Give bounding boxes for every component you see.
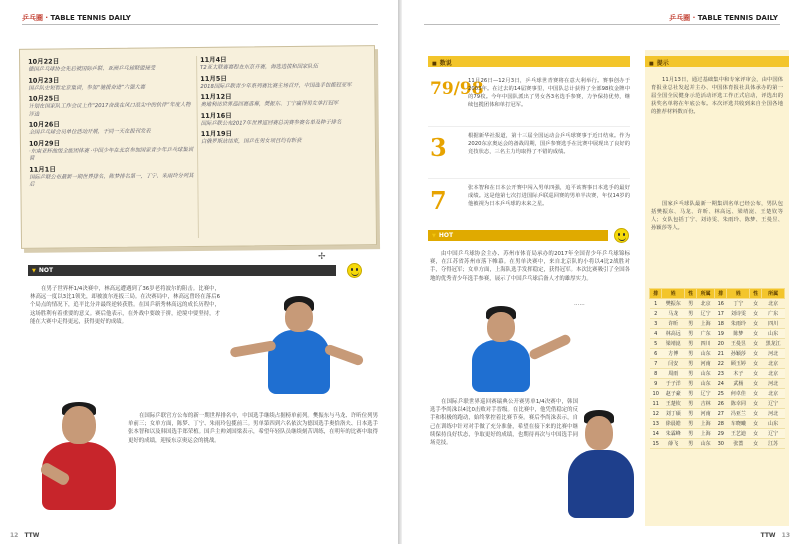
table-cell: 山东: [697, 369, 715, 379]
table-cell: 于子洋: [662, 379, 685, 389]
table-cell: 男: [685, 349, 697, 359]
table-row: [650, 369, 785, 379]
table-cell: 23: [715, 369, 727, 379]
table-cell: 孙颖莎: [727, 349, 750, 359]
smiley-icon: [614, 228, 629, 243]
smiley-icon: [347, 263, 362, 278]
table-cell: 20: [715, 339, 727, 349]
table-cell: 北京: [697, 299, 715, 309]
table-cell: 周雨: [662, 369, 685, 379]
player-photo-lee-sang-su: [560, 408, 640, 518]
table-cell: 17: [715, 309, 727, 319]
table-cell: 四川: [697, 339, 715, 349]
table-cell: 辽宁: [697, 389, 715, 399]
big-number-79-98: 79/98: [430, 79, 484, 99]
timeline-column-1: [28, 54, 194, 189]
table-row: [650, 359, 785, 369]
table-cell: 上海: [697, 429, 715, 439]
table-cell: 18: [715, 319, 727, 329]
table-cell: 女: [750, 369, 762, 379]
table-header-row: 排 姓 性 所属 排 姓 性 所属: [650, 289, 785, 299]
table-cell: 山东: [697, 379, 715, 389]
table-cell: 女: [750, 389, 762, 399]
table-cell: 24: [715, 379, 727, 389]
hot-paragraph-1: 由中国乒乓球协会主办、苏州市体育局承办的2017年全国青少年乒乓球锦标赛，在江苏省苏州市落下帷幕。在男单决赛中，来自北京队的小将以4比2战胜对手，夺得冠军；女单方面，上海队选手发挥稳定，获得冠军。本次比赛吸引了全国各地的优秀青少年选手参赛，展示了中国乒乓球后备人才的雄厚实力。: [430, 251, 630, 282]
table-cell: 女: [750, 299, 762, 309]
table-cell: 山东: [762, 329, 785, 339]
table-cell: 薛飞: [662, 439, 685, 449]
roster-body: [650, 299, 785, 449]
table-cell: 22: [715, 359, 727, 369]
table-cell: 21: [715, 349, 727, 359]
table-cell: 梁靖崑: [662, 339, 685, 349]
sidebar-text-1: 11月13日，通过基础集中和专家评审会，由中国体育报业总社发起并主办、中国体育报社具体承办的第一届全国全民健身示范活动评选工作正式启动，评选出的获奖名单将在年底公布。本次评选共收到来自全国各地的推荐材料数百份。: [651, 77, 783, 116]
table-cell: 女: [750, 419, 762, 429]
table-cell: 陈梦: [727, 329, 750, 339]
table-cell: 冯亚兰: [727, 409, 750, 419]
table-cell: 10: [650, 389, 662, 399]
table-cell: 27: [715, 409, 727, 419]
table-cell: 26: [715, 399, 727, 409]
fold-mark-icon: ✢: [318, 252, 326, 262]
table-cell: 5: [650, 339, 662, 349]
table-cell: 男: [685, 439, 697, 449]
table-cell: 25: [715, 389, 727, 399]
table-cell: 黑龙江: [762, 339, 785, 349]
table-cell: 河南: [697, 359, 715, 369]
table-cell: 女: [750, 429, 762, 439]
table-cell: 山东: [697, 349, 715, 359]
table-cell: 2: [650, 309, 662, 319]
table-cell: 女: [750, 379, 762, 389]
big-number-7: 7: [430, 186, 447, 215]
table-cell: 广东: [697, 329, 715, 339]
table-cell: 山东: [762, 419, 785, 429]
table-row: [650, 339, 785, 349]
hot-section-bar: ▼ NOT: [28, 265, 336, 276]
table-cell: 林高远: [662, 329, 685, 339]
hot-section-bar: ▼ HOT: [428, 230, 608, 241]
number-text-3: 张本智和在日本公开赛中闯入男单四强，追平该赛事日本选手的最好成绩。这是他第七次打进国际乒联巡回赛的男单半决赛，年仅14岁的他被视为日本乒乓球的未来之星。: [468, 185, 630, 207]
table-cell: 3: [650, 319, 662, 329]
table-cell: 男: [685, 329, 697, 339]
sidebar-header: ■ 提示: [645, 56, 789, 67]
timeline-column-2: [200, 52, 366, 146]
table-cell: 王艺迪: [727, 429, 750, 439]
sidebar-text-2: 国家乒乓球队最新一期集训名单已经公布，男队包括樊振东、马龙、许昕、林高远、梁靖崑、王楚钦等人；女队包括丁宁、刘诗雯、朱雨玲、陈梦、王曼昱、孙颖莎等人。: [651, 201, 783, 232]
table-cell: 刘诗雯: [727, 309, 750, 319]
timeline-entry: 11月19日 白俄罗斯站结束，国乒在男女项目均有斩获: [200, 129, 302, 145]
number-text-1: 11月26日—12月3日，乒乓球世青赛将在意大利举行。赛事创办于2003年。在过去的14届赛事里，中国队总计获得了全部98枚金牌中的79枚。今年中国队派出了男女各3名选手参赛，力争保持优势，继续包揽团体和单打冠军。: [468, 78, 630, 108]
info-sidebar: [645, 50, 789, 526]
table-row: [650, 379, 785, 389]
table-cell: 男: [685, 359, 697, 369]
article-paragraph-1: 在男子世界杯1/4决赛中，林高远遭遇到了36岁老将波尔的阻击。比赛中，林高远一度以3比1领先，却被波尔连扳三局。在决赛局中，林高远曾经在落后6个局点的情况下，追平比分并最终逆转获胜。在国乒新秀林高远的成长历程中，这场胜利有着重要的意义。赛后他表示，在外战中要敢于拼，逆境中要坚持，才能在大赛中走得更远，获得更好的成绩。: [30, 286, 220, 325]
table-row: [650, 309, 785, 319]
table-cell: 9: [650, 379, 662, 389]
table-cell: 女: [750, 339, 762, 349]
table-cell: 14: [650, 429, 662, 439]
table-row: [650, 419, 785, 429]
table-cell: 13: [650, 419, 662, 429]
table-row: [650, 349, 785, 359]
table-cell: 北京: [762, 359, 785, 369]
table-cell: 北京: [762, 389, 785, 399]
table-cell: 女: [750, 359, 762, 369]
table-cell: 马龙: [662, 309, 685, 319]
table-cell: 河南: [697, 409, 715, 419]
table-cell: 王楚钦: [662, 399, 685, 409]
table-row: [650, 299, 785, 309]
table-cell: 辽宁: [762, 399, 785, 409]
timeline-entry: 11月16日 国际乒联公布2017年世界巡回赛总决赛参赛名单及种子排名: [200, 111, 342, 127]
table-cell: 女: [750, 309, 762, 319]
table-cell: 吉林: [697, 399, 715, 409]
table-cell: 徐晨皓: [662, 419, 685, 429]
table-cell: 男: [685, 299, 697, 309]
timeline-entry: 11月5日 2018国际乒联青少年系列赛比赛主场召开，中国选手包揽冠亚军: [200, 74, 352, 90]
national-team-roster-table: [649, 288, 785, 449]
table-row: [650, 399, 785, 409]
table-cell: 许昕: [662, 319, 685, 329]
timeline-entry: 11月4日 T2亚太联赛赛程在东京开赛，海选选拔和国家队伍: [200, 55, 319, 71]
hot-paragraph-1-wrap: ……: [574, 301, 585, 307]
table-cell: 河北: [762, 379, 785, 389]
table-cell: 赵子豪: [662, 389, 685, 399]
article-paragraph-2: 在国际乒联官方公布的新一期世界排名中，中国选手继续占据榜单前列。樊振东与马龙、许昕位列男单前三；女单方面，陈梦、丁宁、朱雨玲包揽前三。男单第四到六名依次为德国选手奥恰洛夫、日本选手张本智和以及韩国选手郑荣植。国乒主帅刘国梁表示，希望年轻队员继续刻苦训练，在明年的比赛中取得更好的成绩，迎接东京奥运会的挑战。: [128, 413, 378, 444]
timeline-entry: 10月22日 德国乒乓球协会先后被国际乒联、亚洲乒乓球联盟接受: [28, 57, 156, 73]
table-cell: 15: [650, 439, 662, 449]
table-row: [650, 439, 785, 449]
table-cell: 男: [685, 379, 697, 389]
table-row: [650, 389, 785, 399]
left-page: [0, 0, 398, 544]
table-cell: 女: [750, 349, 762, 359]
table-cell: 广东: [762, 309, 785, 319]
table-cell: 男: [685, 389, 697, 399]
table-cell: 朱雨玲: [727, 319, 750, 329]
hot-paragraph-2: 在国际乒联世界巡回赛瑞典公开赛男单1/4决赛中，韩国选手李尚洙以4比0击败对手晋级。在比赛中，他凭借稳定的反手和积极的跑动，始终掌控着比赛节奏。赛后李尚洙表示，自己在训练中针对对手做了充分准备，希望在接下来的比赛中继续保持良好状态，争取更好的成绩，也期待再次与中国选手同场竞技。: [430, 399, 578, 447]
table-cell: 29: [715, 429, 727, 439]
right-page: [402, 0, 800, 544]
table-cell: 顾玉婷: [727, 359, 750, 369]
table-cell: 1: [650, 299, 662, 309]
numbers-section-bar: ■ 数说: [428, 56, 630, 67]
table-cell: 木子: [727, 369, 750, 379]
table-cell: 女: [750, 329, 762, 339]
table-cell: 王曼昱: [727, 339, 750, 349]
table-cell: 女: [750, 319, 762, 329]
header-rule: [22, 24, 378, 25]
table-cell: 男: [685, 429, 697, 439]
table-cell: 11: [650, 399, 662, 409]
table-cell: 4: [650, 329, 662, 339]
table-cell: 河北: [762, 409, 785, 419]
right-brand: 乒乓圈 · TABLE TENNIS DAILY: [669, 14, 778, 22]
table-cell: 30: [715, 439, 727, 449]
table-cell: 男: [685, 369, 697, 379]
table-row: [650, 429, 785, 439]
table-cell: 北京: [762, 299, 785, 309]
table-cell: 车晓曦: [727, 419, 750, 429]
table-cell: 方博: [662, 349, 685, 359]
timeline-entry: 10月25日 计划在国家队工作会议上作“2017奋战在风口浪尖中的伙伴”年度人物评选: [28, 94, 191, 118]
table-cell: 女: [750, 399, 762, 409]
table-cell: 7: [650, 359, 662, 369]
table-cell: 丁宁: [727, 299, 750, 309]
table-row: [650, 329, 785, 339]
player-photo-fan-zhendong: [36, 398, 122, 510]
table-cell: 辽宁: [697, 309, 715, 319]
table-cell: 男: [685, 319, 697, 329]
table-cell: 北京: [762, 369, 785, 379]
table-cell: 12: [650, 409, 662, 419]
table-cell: 陈幸同: [727, 399, 750, 409]
header-rule: [424, 24, 780, 25]
timeline-entry: 11月1日 国际乒联公布最新一期世界排名，陈梦排名第一，丁宁、朱雨玲分列其后: [29, 164, 194, 188]
timeline-entry: 10月26日 全国乒乓球会员单位活动开展，于同一天在报刊发表: [28, 120, 151, 136]
timeline-card: [19, 45, 377, 249]
table-cell: 朱霖峰: [662, 429, 685, 439]
table-cell: 女: [750, 439, 762, 449]
timeline-entry: 10月23日 国乒队史短暂北京集训，参加“驰援奋进”六强大赛: [28, 75, 146, 92]
table-cell: 男: [685, 339, 697, 349]
table-cell: 刘丁硕: [662, 409, 685, 419]
timeline-entry: 11月12日 奥地利站世界巡回赛落幕，樊振东、丁宁赢得男女单打冠军: [200, 92, 339, 108]
table-cell: 6: [650, 349, 662, 359]
table-cell: 男: [685, 409, 697, 419]
table-cell: 张蔷: [727, 439, 750, 449]
table-cell: 四川: [762, 319, 785, 329]
table-cell: 19: [715, 329, 727, 339]
table-cell: 28: [715, 419, 727, 429]
table-cell: 樊振东: [662, 299, 685, 309]
table-cell: 山东: [697, 439, 715, 449]
table-cell: 何卓佳: [727, 389, 750, 399]
left-brand: 乒乓圈 · TABLE TENNIS DAILY: [22, 14, 131, 22]
table-cell: 江苏: [762, 439, 785, 449]
table-cell: 闫安: [662, 359, 685, 369]
left-footer: 12 TTW: [10, 532, 40, 539]
table-cell: 男: [685, 309, 697, 319]
table-row: [650, 319, 785, 329]
table-cell: 上海: [697, 319, 715, 329]
table-cell: 8: [650, 369, 662, 379]
table-cell: 河北: [762, 349, 785, 359]
number-text-2: 根据新华社报道，第十三届全国运动会乒乓球赛事于近日结束。作为2020东京奥运会的备战周期，国乒参赛选手在比赛中展现出了良好的竞技状态，三名主力均取得了不错的成绩。: [468, 133, 630, 155]
table-cell: 女: [750, 409, 762, 419]
table-cell: 武杨: [727, 379, 750, 389]
table-cell: 上海: [697, 419, 715, 429]
table-cell: 男: [685, 419, 697, 429]
player-photo-right-1: [432, 302, 572, 392]
table-cell: 男: [685, 399, 697, 409]
player-photo-lin-gaoyuan: [224, 290, 370, 394]
table-cell: 16: [715, 299, 727, 309]
timeline-entry: 10月29日 ·东南亚杯曲级全能团体赛 ·中国少年在北京参加国家青少年乒乓球集训营: [28, 138, 194, 162]
right-footer: TTW 13: [760, 532, 790, 539]
table-row: [650, 409, 785, 419]
big-number-3: 3: [430, 133, 447, 162]
table-cell: 辽宁: [762, 429, 785, 439]
